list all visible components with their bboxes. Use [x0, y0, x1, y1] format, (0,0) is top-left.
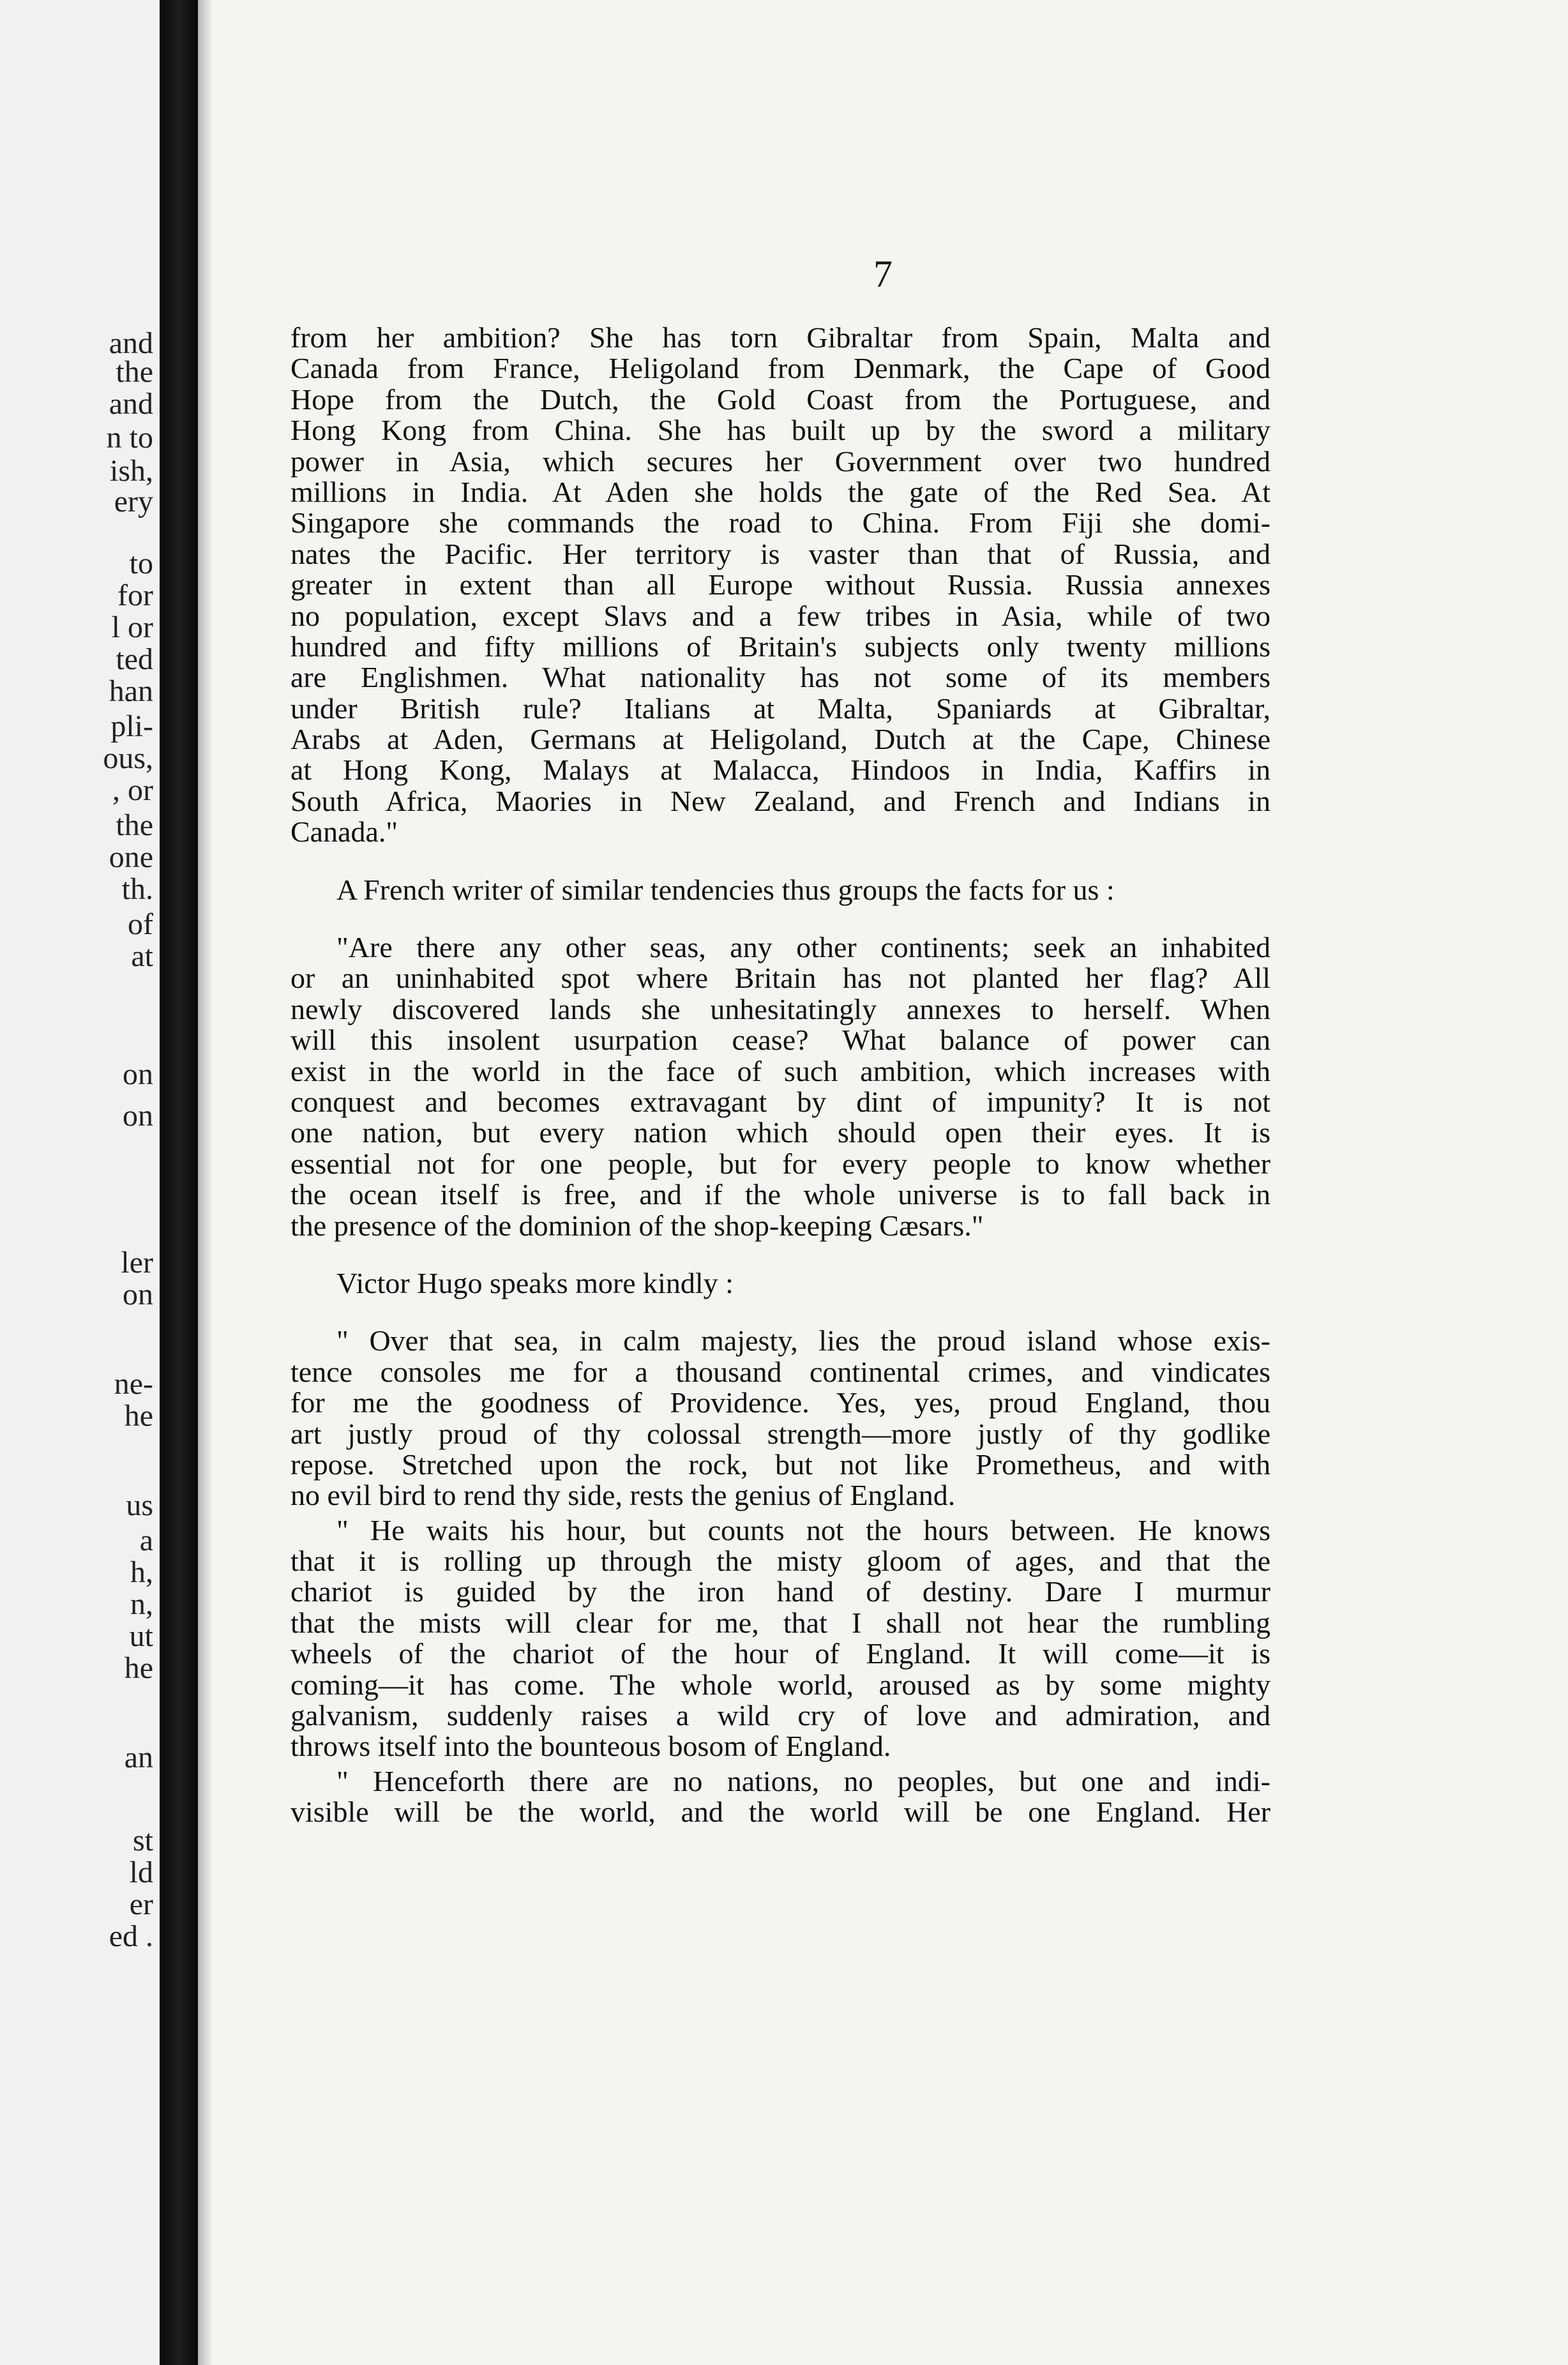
text-line: galvanism, suddenly raises a wild cry of love and admiration, and	[290, 1699, 1270, 1732]
text-line: greater in extent than all Europe without Russia. Russia annexes	[290, 568, 1270, 601]
left-page-fragment: an	[124, 1741, 153, 1774]
left-page-fragment: at	[131, 939, 153, 973]
text-line: tence consoles me for a thousand continental crimes, and vindicates	[290, 1355, 1270, 1388]
text-line: at Hong Kong, Malays at Malacca, Hindoos in India, Kaffirs in	[290, 753, 1270, 787]
left-page-fragment: one	[109, 840, 153, 874]
text-line: repose. Stretched upon the rock, but not like Prometheus, and with	[290, 1447, 1270, 1481]
text-line: nates the Pacific. Her territory is vaster than that of Russia, and	[290, 537, 1270, 570]
left-page-fragment: for	[117, 578, 153, 612]
text-line: Singapore she commands the road to China. From Fiji she domi-	[290, 506, 1270, 540]
text-line: wheels of the chariot of the hour of England. It will come—it is	[290, 1637, 1270, 1670]
left-page-fragment: ous,	[103, 741, 153, 775]
paragraph-gap	[290, 905, 1270, 932]
left-page-fragment: ed .	[109, 1919, 153, 1953]
paragraph	[290, 1268, 1270, 1299]
left-page-edge	[0, 0, 160, 2365]
text-line: millions in India. At Aden she holds the gate of the Red Sea. At	[290, 475, 1270, 508]
left-page-fragment: er	[129, 1887, 153, 1921]
left-page-fragment: , or	[112, 773, 153, 807]
paragraph	[290, 1766, 1270, 1828]
text-line: under British rule? Italians at Malta, Spaniards at Gibraltar,	[290, 691, 1270, 725]
text-line: or an uninhabited spot where Britain has not planted her flag? All	[290, 962, 1270, 995]
text-line: Arabs at Aden, Germans at Heligoland, Dutch at the Cape, Chinese	[290, 723, 1270, 756]
text-line: " He waits his hour, but counts not the hours between. He knows	[336, 1513, 1270, 1546]
left-page-fragment: h,	[130, 1555, 153, 1589]
left-page-fragment: st	[132, 1824, 153, 1857]
text-line: exist in the world in the face of such ambition, which increases with	[290, 1054, 1270, 1087]
left-page-fragment: n to	[106, 421, 153, 455]
left-page-fragment: and	[109, 387, 153, 421]
text-line: chariot is guided by the iron hand of destiny. Dare I murmur	[290, 1575, 1270, 1608]
text-line: essential not for one people, but for every people to know whether	[290, 1147, 1270, 1180]
text-line: the ocean itself is free, and if the whole universe is to fall back in	[290, 1178, 1270, 1211]
paragraph	[290, 1326, 1270, 1511]
text-line: " Henceforth there are no nations, no peoples, but one and indi-	[336, 1764, 1270, 1797]
text-line: Victor Hugo speaks more kindly :	[336, 1266, 734, 1299]
text-line: Hope from the Dutch, the Gold Coast from the Portuguese, and	[290, 382, 1270, 416]
body-text	[290, 322, 1270, 1828]
text-line: " Over that sea, in calm majesty, lies the proud island whose exis-	[336, 1324, 1270, 1357]
text-line: South Africa, Maories in New Zealand, and French and Indians in	[290, 784, 1270, 817]
page-number: 7	[873, 253, 893, 295]
text-line: will this insolent usurpation cease? What balance of power can	[290, 1024, 1270, 1057]
text-line: conquest and becomes extravagant by dint of impunity? It is not	[290, 1085, 1270, 1118]
text-line: newly discovered lands she unhesitatingly annexes to herself. When	[290, 992, 1270, 1025]
left-page-fragment: th.	[121, 872, 153, 906]
text-line: that the mists will clear for me, that I shall not hear the rumbling	[290, 1606, 1270, 1639]
paragraph-gap	[290, 1241, 1270, 1268]
text-line: the presence of the dominion of the shop-keeping Cæsars."	[290, 1209, 984, 1242]
left-page-fragment: he	[124, 1399, 153, 1433]
text-line: that it is rolling up through the misty gloom of ages, and that the	[290, 1545, 1270, 1578]
left-page-fragment: n,	[130, 1587, 153, 1621]
left-page-fragment: ted	[116, 642, 153, 676]
left-page-fragment: ish,	[109, 454, 153, 488]
text-line: A French writer of similar tendencies thus groups the facts for us :	[336, 873, 1115, 906]
text-line: throws itself into the bounteous bosom of England.	[290, 1730, 891, 1763]
paragraph	[290, 1515, 1270, 1762]
text-line: from her ambition? She has torn Gibraltar from Spain, Malta and	[290, 321, 1270, 354]
left-page-fragment: han	[109, 674, 153, 708]
text-line: "Are there any other seas, any other continents; seek an inhabited	[336, 931, 1270, 964]
text-line: visible will be the world, and the world will be one England. Her	[290, 1795, 1270, 1829]
left-page-fragment: of	[128, 907, 153, 941]
page-edge-shadow	[198, 0, 213, 2365]
text-line: coming—it has come. The whole world, aroused as by some mighty	[290, 1668, 1270, 1701]
left-page-fragments	[0, 0, 160, 2365]
text-line: art justly proud of thy colossal strength—more justly of thy godlike	[290, 1417, 1270, 1450]
left-page-fragment: the	[116, 355, 153, 389]
text-line: Hong Kong from China. She has built up by the sword a military	[290, 414, 1270, 447]
text-line: for me the goodness of Providence. Yes, yes, proud England, thou	[290, 1386, 1270, 1419]
paragraph-gap	[290, 848, 1270, 875]
text-line: hundred and fifty millions of Britain's subjects only twenty millions	[290, 630, 1270, 663]
book-gutter	[160, 0, 198, 2365]
text-line: no evil bird to rend thy side, rests the genius of England.	[290, 1479, 956, 1512]
text-line: power in Asia, which secures her Government over two hundred	[290, 444, 1270, 478]
left-page-fragment: ut	[129, 1619, 153, 1653]
left-page-fragment: on	[123, 1099, 153, 1133]
paragraph	[290, 932, 1270, 1241]
left-page-fragment: a	[139, 1523, 153, 1557]
paragraph	[290, 322, 1270, 848]
left-page-fragment: on	[123, 1278, 153, 1311]
left-page-fragment: the	[116, 808, 153, 842]
left-page-fragment: ld	[129, 1855, 153, 1889]
left-page-fragment: ne-	[114, 1367, 153, 1401]
left-page-fragment: on	[123, 1057, 153, 1091]
left-page-fragment: he	[124, 1651, 153, 1685]
paragraph	[290, 875, 1270, 905]
left-page-fragment: and	[109, 326, 153, 360]
paragraph-gap	[290, 1299, 1270, 1326]
right-page	[198, 0, 1568, 2365]
left-page-fragment: us	[126, 1488, 153, 1522]
left-page-fragment: pli-	[110, 709, 153, 743]
text-line: no population, except Slavs and a few tribes in Asia, while of two	[290, 599, 1270, 632]
text-line: Canada."	[290, 815, 398, 849]
left-page-fragment: ery	[114, 485, 153, 518]
text-line: are Englishmen. What nationality has not some of its members	[290, 661, 1270, 694]
left-page-fragment: ler	[121, 1246, 153, 1280]
left-page-fragment: to	[129, 547, 153, 580]
text-line: Canada from France, Heligoland from Denmark, the Cape of Good	[290, 352, 1270, 385]
left-page-fragment: l or	[111, 610, 153, 644]
text-line: one nation, but every nation which should open their eyes. It is	[290, 1116, 1270, 1149]
